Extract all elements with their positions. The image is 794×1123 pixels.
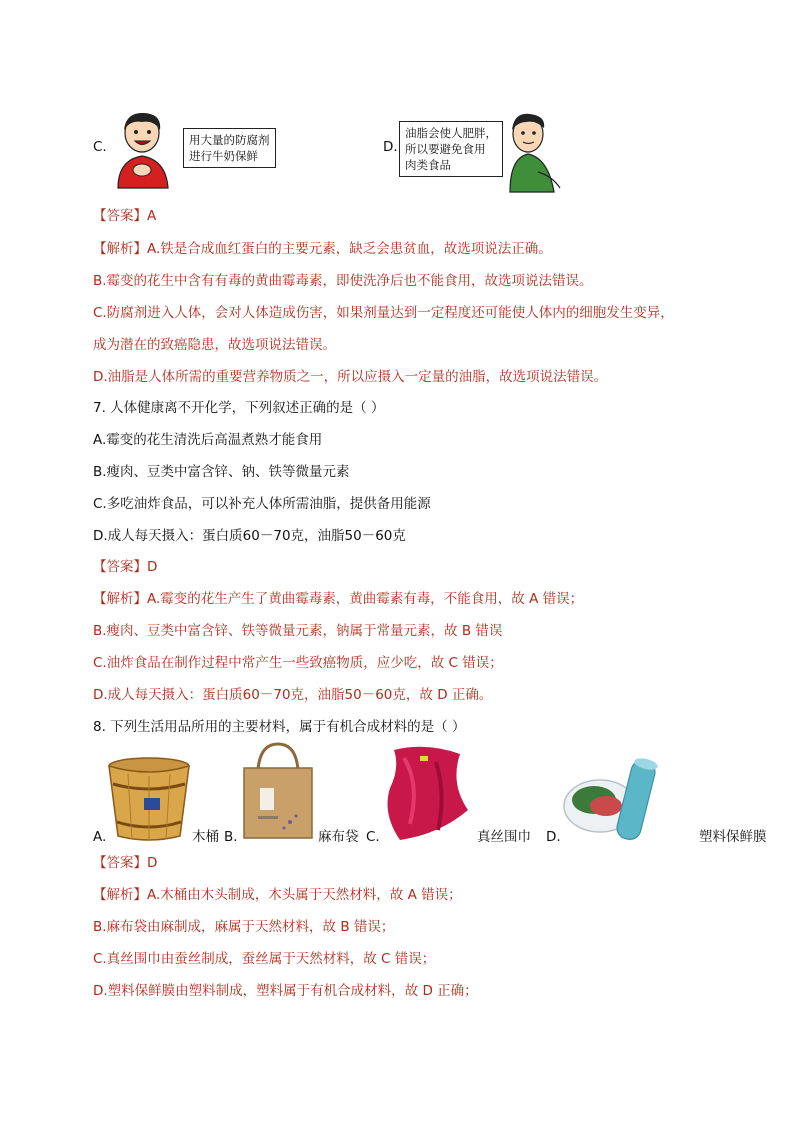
q7-analysis-line-4: D.成人每天摄入：蛋白质60－70克，油脂50－60克，故 D 正确。 [93,687,493,703]
q6-analysis-line-3: C.防腐剂进入人体，会对人体造成伤害，如果剂量达到一定程度还可能使人体内的细胞发生变异， [93,305,674,321]
q8-option-b-label: B. [224,829,238,845]
q7-answer-line [93,558,157,576]
boy-cartoon-c-image [108,108,180,190]
answer-tag: 【答案】 [93,855,147,871]
wooden-bucket-image [106,756,192,842]
q7-analysis-line-3: C.油炸食品在制作过程中常产生一些致癌物质，应少吃，故 C 错误； [93,655,503,671]
q8-option-a-label: A. [93,829,107,845]
q7-analysis-line-1: 【解析】A.霉变的花生产生了黄曲霉毒素，黄曲霉素有毒，不能食用，故 A 错误； [93,591,584,607]
silk-scarf-image [380,744,472,844]
analysis-tag: 【解析】 [93,591,147,607]
q6-analysis-line-2: B.霉变的花生中含有有毒的黄曲霉毒素，即使洗净后也不能食用，故选项说法错误。 [93,273,593,289]
man-cartoon-d-image [498,108,564,194]
q8-option-b-caption: 麻布袋 [318,829,359,845]
q7-answer: D [147,559,158,575]
option-d-label: D. [383,139,398,155]
q8-option-d-caption: 塑料保鲜膜 [699,829,767,845]
plastic-wrap-image [560,756,694,842]
q6-analysis-line-1: 【解析】A.铁是合成血红蛋白的主要元素，缺乏会患贫血，故选项说法正确。 [93,241,552,257]
q8-option-c-label: C. [366,829,380,845]
q8-analysis-line-1: 【解析】A.木桶由木头制成，木头属于天然材料，故 A 错误； [93,887,462,903]
q8-answer-line [93,854,157,872]
q7-option-b: B.瘦肉、豆类中富含锌、钠、铁等微量元素 [93,464,350,480]
analysis-tag: 【解析】 [93,887,147,903]
q7-stem: 7. 人体健康离不开化学，下列叙述正确的是（ ） [93,400,385,416]
q6-analysis-line-5: D.油脂是人体所需的重要营养物质之一，所以应摄入一定量的油脂，故选项说法错误。 [93,369,608,385]
q8-stem: 8. 下列生活用品所用的主要材料，属于有机合成材料的是（ ） [93,719,466,735]
answer-tag: 【答案】 [93,559,147,575]
q8-answer: D [147,855,158,871]
q8-analysis-line-4: D.塑料保鲜膜由塑料制成，塑料属于有机合成材料，故 D 正确； [93,983,478,999]
q8-option-c-caption: 真丝围巾 [477,829,531,845]
speech-bubble-c: 用大量的防腐剂 进行牛奶保鲜 [183,128,276,168]
q6-answer-line [93,207,156,225]
q6-analysis-line-4: 成为潜在的致癌隐患，故选项说法错误。 [93,337,336,353]
burlap-bag-image [240,742,316,840]
q7-analysis-line-2: B.瘦肉、豆类中富含锌、铁等微量元素，钠属于常量元素，故 B 错误 [93,623,503,639]
q8-option-a-caption: 木桶 [192,829,219,845]
q8-analysis-line-2: B.麻布袋由麻制成，麻属于天然材料，故 B 错误； [93,919,395,935]
option-c-label: C. [93,139,107,155]
q7-option-d: D.成人每天摄入：蛋白质60－70克，油脂50－60克 [93,528,406,544]
q7-option-a: A.霉变的花生清洗后高温煮熟才能食用 [93,432,323,448]
q7-option-c: C.多吃油炸食品，可以补充人体所需油脂，提供备用能源 [93,496,431,512]
answer-tag: 【答案】 [93,208,147,224]
q8-option-d-label: D. [546,829,561,845]
q8-analysis-line-3: C.真丝围巾由蚕丝制成，蚕丝属于天然材料，故 C 错误； [93,951,436,967]
speech-bubble-d: 油脂会使人肥胖， 所以要避免食用 肉类食品 [399,121,503,177]
q6-answer: A [147,208,157,224]
analysis-tag: 【解析】 [93,241,147,257]
